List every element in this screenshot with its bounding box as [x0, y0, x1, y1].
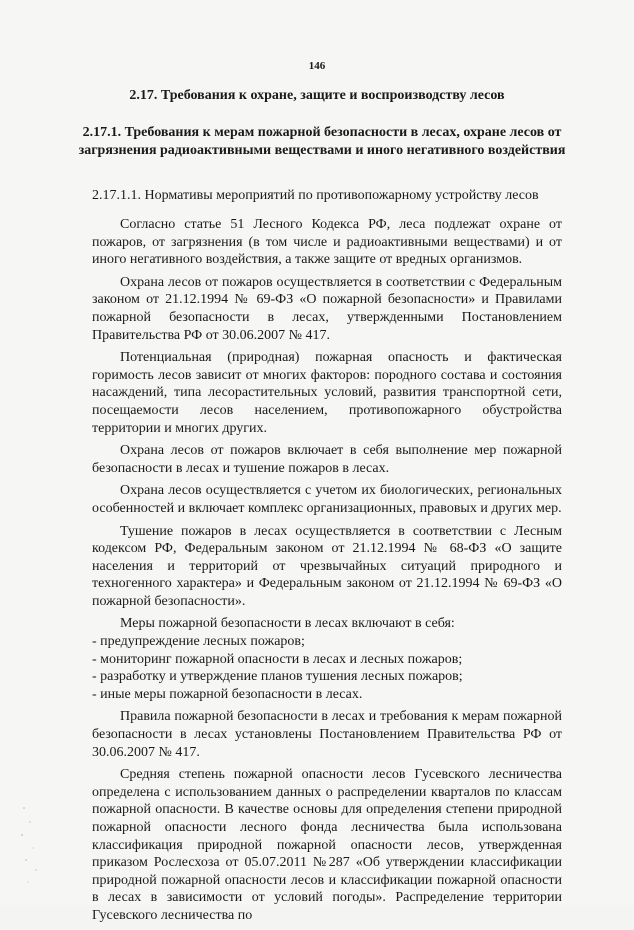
paragraph: Охрана лесов от пожаров включает в себя выполнение мер пожарной безопасности в лесах и тушение пожаров в лесах. — [92, 443, 562, 476]
list-item: - разработку и утверждение планов тушения лесных пожаров; — [92, 669, 463, 685]
paragraph: Потенциальная (природная) пожарная опасность и фактическая горимость лесов зависит от многих факторов: породного состава и состояния насаждений, типа лесорастительных условий, развития транспортной сети, посещаемости лесов населением, противопожарного обустройства территории и многих других. — [92, 350, 562, 436]
paragraph: Средняя степень пожарной опасности лесов Гусевского лесничества определена с использованием данных о распределении кварталов по классам пожарной опасности. В качестве основы для определения степени природной пожарной опасности лесного фонда лесничества была использована классификация природной пожарной опасности лесов, утвержденная приказом Рослесхоза от 05.07.2011 №287 «Об утверждении классификации природной пожарной опасности лесов и классификации пожарной опасности в лесах в зависимости от условий погоды». Распределение территории Гусевского лесничества по — [92, 767, 562, 923]
paragraph: Правила пожарной безопасности в лесах и требования к мерам пожарной безопасности в лесах установлены Постановлением Правительства РФ от 30.06.2007 № 417. — [92, 709, 562, 760]
list-item: - предупреждение лесных пожаров; — [92, 634, 305, 650]
paragraph: Тушение пожаров в лесах осуществляется в соответствии с Лесным кодексом РФ, Федеральным законом от 21.12.1994 № 68-ФЗ «О защите населения и территорий от чрезвычайных ситуаций природного и техногенного характера» и Федеральным законом от 21.12.1994 № 69-ФЗ «О пожарной безопасности». — [92, 523, 562, 609]
paragraph: Меры пожарной безопасности в лесах включают в себя: — [120, 616, 455, 632]
sub-subsection-title: 2.17.1.1. Нормативы мероприятий по противопожарному устройству лесов — [92, 188, 539, 203]
subsection-title: 2.17.1. Требования к мерам пожарной безопасности в лесах, охране лесов от загрязнения радиоактивными веществами и иного негативного воздействия — [78, 125, 566, 158]
scan-noise-marks — [18, 800, 48, 890]
paragraph: Охрана лесов от пожаров осуществляется в соответствии с Федеральным законом от 21.12.1994 № 69-ФЗ «О пожарной безопасности» и Правилами пожарной безопасности в лесах, утвержденными Постановлением Правительства РФ от 30.06.2007 № 417. — [92, 274, 562, 343]
measures-list — [92, 633, 562, 703]
paragraph: Согласно статье 51 Лесного Кодекса РФ, леса подлежат охране от пожаров, от загрязнения (в том числе и радиоактивными веществами) и от иного негативного воздействия, а также защите от вредных организмов. — [92, 217, 562, 268]
list-item: - мониторинг пожарной опасности в лесах и лесных пожаров; — [92, 651, 463, 667]
list-item: - иные меры пожарной безопасности в лесах. — [92, 686, 363, 702]
section-title: 2.17. Требования к охране, защите и воспроизводству лесов — [129, 88, 505, 103]
page-number: 146 — [308, 60, 326, 72]
body-text — [92, 216, 562, 930]
paragraph: Охрана лесов осуществляется с учетом их биологических, региональных особенностей и включает комплекс организационных, правовых и других мер. — [92, 483, 562, 516]
